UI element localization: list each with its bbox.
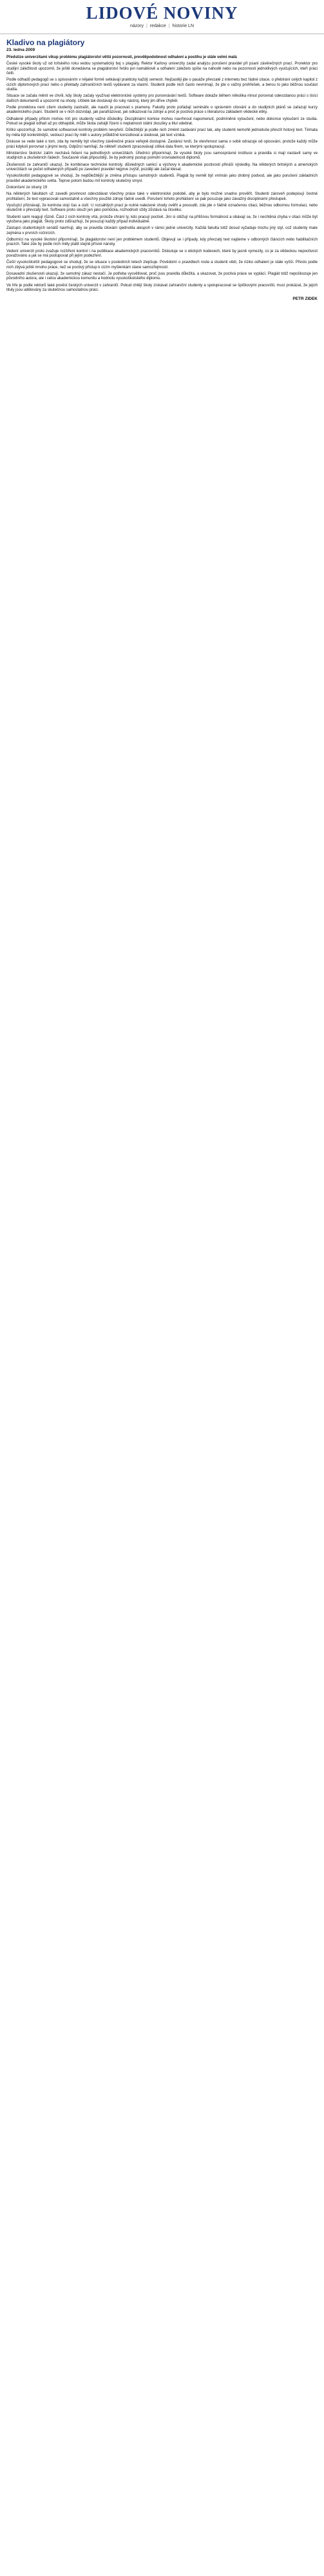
article-paragraph: Ministerstvo školství zatím nechává řešení na jednotlivých univerzitách. Úředníci připomínají, že vysoké školy jsou samosprávné instituce a pravidla si mají nastavit samy ve studijních a zkušebních řádech. Současně však připouštějí, že by jednotný postup pomohl srovnatelnosti diplomů.	[6, 151, 318, 161]
top-nav: názory | redakce | historie LN	[129, 24, 195, 28]
article-paragraph: Podle odhadů pedagogů se s opisováním v nějaké formě setkávají prakticky každý semestr. Nejčastěji jde o pasáže převzaté z internetu bez řádné citace, o přebírání celých kapitol z cizích diplomových prací nebo o překlady zahraničních textů vydávané za vlastní. Studenti podle nich často nevnímají, že jde o vážný prohřešek, a berou to jako běžnou součást studia.	[6, 78, 318, 92]
nav-link-nazory[interactable]: názory	[129, 24, 144, 28]
article	[0, 34, 324, 301]
article-paragraph: Diskuse se vede také o tom, zda by neměly být všechny závěrečné práce veřejně dostupné. Zastánci tvrdí, že otevřenost sama o sobě odrazuje od opisování, protože každý může práci kdykoli porovnat s jinými texty. Odpůrci namítají, že někteří studenti zpracovávají citlivá data firem, se kterými spolupracují.	[6, 140, 318, 149]
article-paragraph: Čeští vysokoškolští pedagogové se shodují, že se situace v posledních letech zlepšuje. Povědomí o pravidlech roste a studenti vědí, že riziko odhalení je stále vyšší. Přesto podle nich zbývá ještě mnoho práce, než se poctivý přístup k cizím myšlenkám stane samozřejmostí.	[6, 261, 318, 270]
article-author: PETR ZIDEK	[292, 297, 318, 302]
article-paragraph: Odborníci na vysoké školství připomínají, že plagiátorství není jen problémem studentů. Objevují se i případy, kdy převzatý text najdeme v odborných článcích nebo habilitačních pracích. Také zde by podle nich měly platit stejně přísné nároky.	[6, 238, 318, 247]
nav-link-historie[interactable]: historie LN	[172, 24, 195, 28]
article-paragraph: Ve hře je podle rektorů také pověst českých univerzit v zahraničí. Pokud chtějí školy získávat zahraniční studenty a spolupracovat se špičkovými pracovišti, musí prokázat, že jejich tituly jsou udělovány za skutečnou samostatnou práci.	[6, 283, 318, 293]
article-paragraph: Situace se začala měnit ve chvíli, kdy školy začaly využívat elektronické systémy pro porovnávání textů. Software dokáže během několika minut porovnat odevzdanou práci s tisíci dalších dokumentů a upozornit na shody. Učitelé tak dostávají do ruky nástroj, který jim dříve chyběl.	[6, 94, 318, 103]
article-paragraph: Vedení univerzit proto zvažuje rozšíření kontrol i na publikace akademických pracovníků. Diskutuje se o etických kodexech, které by jasně vymezily, co je za vědeckou nepoctivost považováno a jak se má postupovat při jejím podezření.	[6, 249, 318, 259]
site-logo[interactable]: LIDOVÉ NOVINY	[86, 3, 238, 23]
article-paragraph: Zástupci studentských senátů navrhují, aby se pravidla citování sjednotila alespoň v rámci jedné univerzity. Každá fakulta totiž dosud vyžaduje trochu jiný styl, což studenty mate zejména v prvních ročnících.	[6, 226, 318, 235]
article-paragraph: České vysoké školy už od loňského roku vedou systematický boj s plagiáty. Rektor Karlovy univerzity zadal analýzu porušení pravidel při psaní závěrečných prací. Prorektor pro studijní záležitosti upozornil, že ještě donedávna se plagiátorství řešilo jen namátkově a odhalení záleželo spíše na náhodě nebo na pozornosti jednotlivých vyučujících, kteří práci četli.	[6, 62, 318, 76]
article-paragraph: Na některých fakultách už zavedli povinnost odevzdávat všechny práce také v elektronické podobě, aby je bylo možné snadno prověřit. Studenti zároveň podepisují čestné prohlášení, že text vypracovali samostatně a všechny použité zdroje řádně uvedli. Porušení tohoto prohlášení se pak posuzuje jako závažný disciplinární přestupek.	[6, 192, 318, 201]
article-paragraph: Podle prorektora není cílem studenty zastrašit, ale naučit je pracovat s prameny. Fakulty proto pořádají semináře o správném citování a do studijních plánů se zařazují kurzy akademického psaní. Studenti se v nich dozvídají, jak parafrázovat, jak odkazovat na zdroje a proč je poctivá práce s literaturou základem vědecké etiky.	[6, 106, 318, 115]
nav-link-redakce[interactable]: redakce	[149, 24, 166, 28]
article-paragraph: Vyučující přiznávají, že kontrola stojí čas a úsilí. U rozsáhlých prací je nutné nalezené shody ověřit a posoudit, zda jde o řádně označenou citaci, běžnou odbornou formulaci, nebo skutečně o převzatý text. Software proto slouží jen jako pomůcka, rozhodnutí vždy zůstává na člověku.	[6, 203, 318, 213]
article-paragraph: Vysokoškolští pedagogové se shodují, že nejdůležitější je změna přístupu samotných studentů. Plagiát by neměl být vnímán jako drobný podvod, ale jako porušení základních pravidel akademického světa. Teprve potom budou mít kontroly skutečný smysl.	[6, 174, 318, 183]
article-title: Kladivo na plagiátory	[6, 38, 85, 47]
article-paragraph: Dokončení ze strany 19	[6, 185, 48, 190]
article-paragraph: Studenti sami reagují různě. Část z nich kontroly vítá, protože chrání ty, kdo pracují poctivě. Jiní si stěžují na přílišnou formálnost a obávají se, že i nechtěná chyba v citaci může být vyložena jako plagiát. Školy proto zdůrazňují, že posuzují každý případ individuálně.	[6, 215, 318, 224]
article-paragraph: Odhalené případy přitom mohou mít pro studenty vážné důsledky. Disciplinární komise mohou navrhnout napomenutí, podmíněné vyloučení, nebo dokonce vyloučení ze studia. Pokud se plagiát odhalí až po obhajobě, může škola zahájit řízení o neplatnosti státní zkoušky a titul odebrat.	[6, 117, 318, 126]
masthead	[0, 0, 324, 34]
article-paragraph: Zkušenosti ze zahraničí ukazují, že kombinace technické kontroly, důsledných sankcí a výchovy k akademické poctivosti přináší výsledky. Na některých britských a amerických univerzitách se počet odhalených případů po zavedení pravidel nejprve zvýšil, později ale začal klesat.	[6, 162, 318, 172]
article-date: 23. ledna 2009	[6, 48, 35, 52]
article-lead: Předstíze univerzitami víkup problému plagiátorství větší pozorností, prevděpodobnost odhalení a postihu je stále velmi malá	[6, 55, 237, 59]
article-paragraph: Kritici upozorňují, že samotné softwarové kontroly problém nevyřeší. Důležitější je podle nich změnit zadávání prací tak, aby studenti nemohli jednoduše převzít hotový text. Témata by měla být konkrétnější, vedoucí prací by měli s autory průběžně konzultovat a sledovat, jak text vzniká.	[6, 128, 318, 137]
article-paragraph: Dosavadní zkušenosti ukazují, že samotný zákaz nestačí. Je potřeba vysvětlovat, proč jsou pravidla důležitá, a ukazovat, že poctivá práce se vyplácí. Plagiát totiž nepoškozuje jen původního autora, ale i celou akademickou komunitu a hodnotu vysokoškolského diplomu.	[6, 272, 318, 281]
article-body	[6, 55, 318, 293]
